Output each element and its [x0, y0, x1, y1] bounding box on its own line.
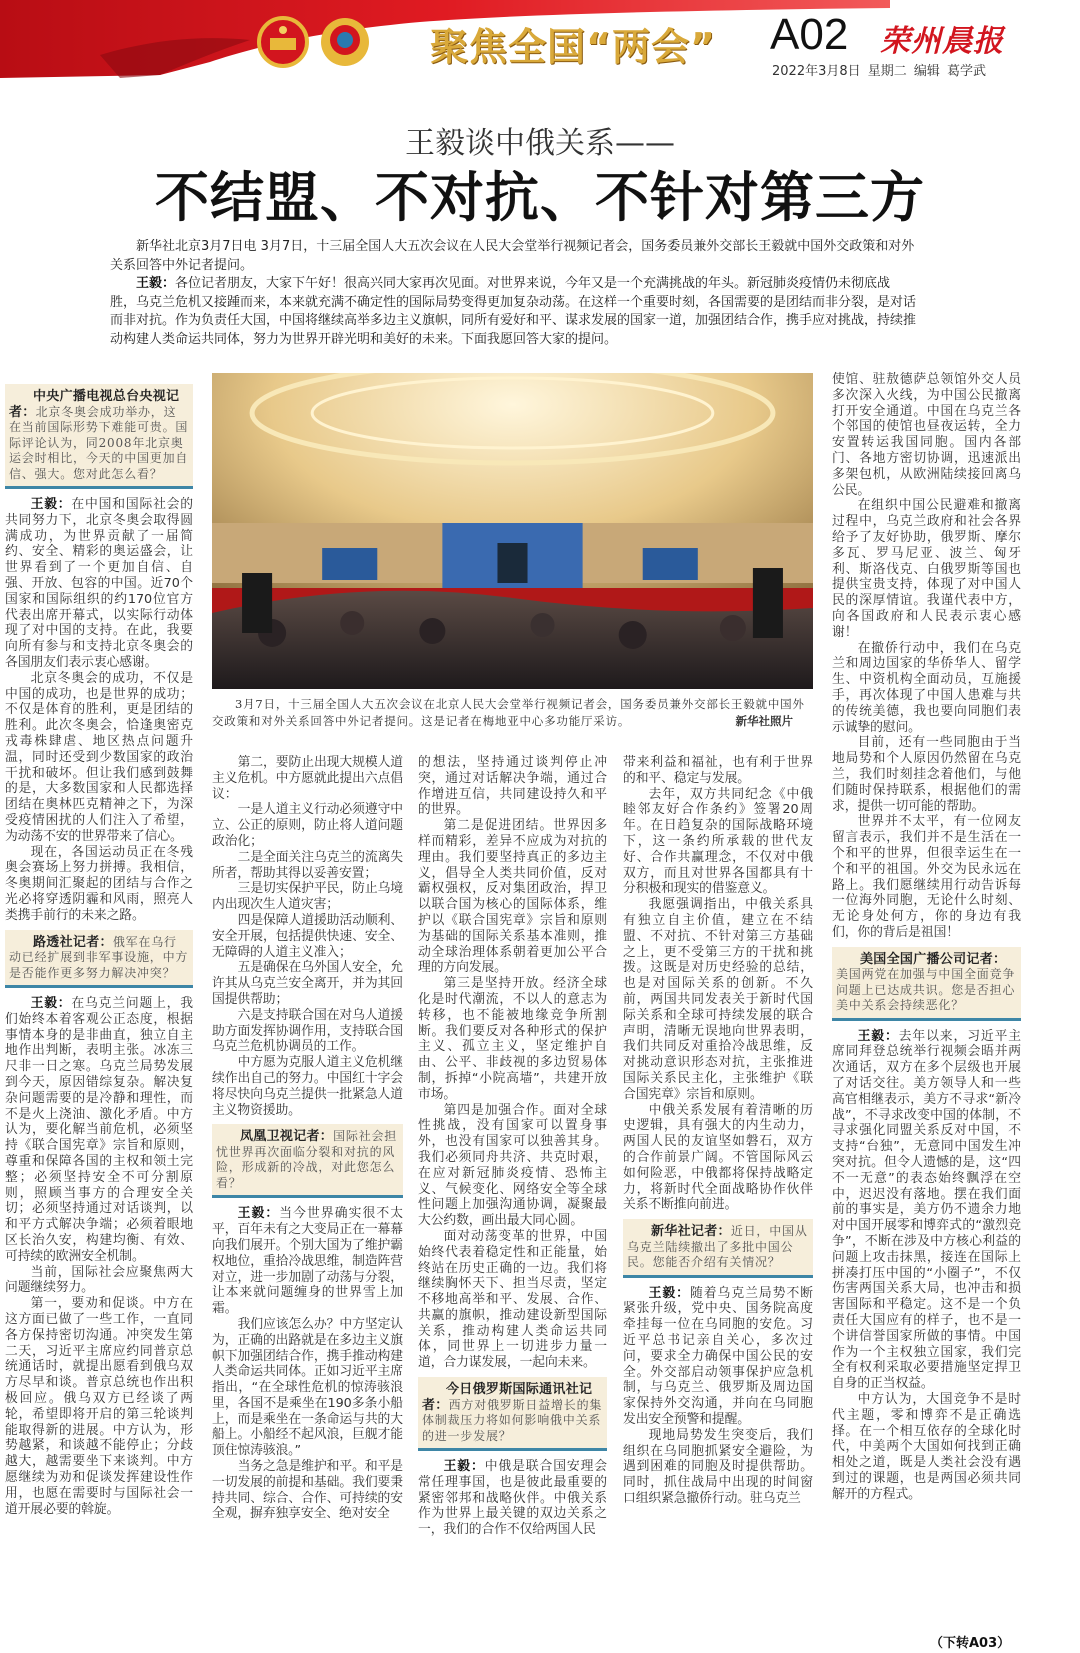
paragraph-text: 带来利益和福祉，也有利于世界的和平、稳定与发展。: [623, 755, 813, 786]
body-paragraph: [212, 850, 403, 882]
paragraph-text: 现在，各国运动员正在冬残奥会赛场上努力拼搏。我相信，冬奥期间汇聚起的团结与合作之光必将穿透阴霾和风雨，照亮人类携手前行的未来之路。: [5, 844, 193, 923]
paragraph-text: 在撤侨行动中，我们在乌克兰和周边国家的华侨华人、留学生、中资机构全面动员，互施援手，再次体现了中国人患难与共的传统美德，我也要向同胞们表示诚挚的慰问。: [832, 640, 1021, 735]
body-paragraph: [212, 755, 403, 802]
intro-text: 新华社北京3月7日电 3月7日，十三届全国人大五次会议在人民大会堂举行视频记者会，国务委员兼外交部长王毅就中国外交政策和对外关系回答中外记者提问。: [110, 239, 915, 273]
body-paragraph: [212, 960, 403, 1007]
body-paragraph: [212, 913, 403, 960]
speaker-label: 王毅：: [30, 497, 72, 512]
paper-logo: 荣州晨报: [880, 24, 1004, 59]
body-paragraph: [832, 735, 1021, 814]
speaker-label: 王毅：: [648, 1285, 690, 1301]
paragraph-text: 去年以来，习近平主席同拜登总统举行视频会晤并两次通话，双方在多个层级也开展了对话交往。美方领导人和一些高官相继表示，美方不寻求“新冷战”，不寻求改变中国的体制，不寻求强化同盟关系反对中国，不支持“台独”，无意同中国发生冲突对抗。但令人遗憾的是，这“四不一无意”的表态始终飘浮在空中，迟迟没有落地。摆在我们面前的事实是，美方仍不遗余力地对中国开展零和博弈式的“激烈竞争”，不断在涉及中方核心利益的问题上攻击抹黑，接连在国际上拼凑打压中国的“小圈子”，不仅伤害两国关系大局，也冲击和损害国际和平稳定。这不是一个负责任大国应有的样子，也不是一个讲信誉国家所做的事情。中国作为一个主权独立国家，我们完全有权利采取必要措施坚定捍卫自身的正当权益。: [832, 1028, 1021, 1392]
body-paragraph: [5, 996, 193, 1265]
reporter-name: 今日俄罗斯国际通讯社记者：: [422, 1382, 593, 1413]
paragraph-text: 第四是加强合作。面对全球性挑战，没有国家可以置身事外，也没有国家可以独善其身。我们必须同舟共济、共克时艰，在应对新冠肺炎疫情、恐怖主义、气候变化、网络安全等全球性问题上加强沟通协调，凝聚最大公约数，画出最大同心圆。: [418, 1102, 607, 1229]
body-paragraph: [5, 1296, 193, 1517]
body-paragraph: [5, 497, 193, 671]
body-paragraph: [832, 372, 1021, 498]
question-text: 国际社会担忧世界再次面临分裂和对抗的风险，形成新的冷战，对此您怎么看？: [216, 1129, 398, 1190]
body-paragraph: [212, 1459, 403, 1522]
paragraph-text: 去年，双方共同纪念《中俄睦邻友好合作条约》签署20周年。在日趋复杂的国际战略环境下，这一条约所承载的世代友好、合作共赢理念，不仅对中俄双方，而且对世界各国都具有十分积极和现实的借鉴意义。: [623, 786, 813, 897]
body-paragraph: [832, 814, 1021, 940]
press-conference-photo: [212, 373, 813, 689]
body-paragraph: [832, 641, 1021, 736]
question-text: 西方对俄罗斯日益增长的集体制裁压力将如何影响俄中关系的进一步发展？: [422, 1397, 603, 1443]
reporter-question: [212, 1124, 403, 1198]
question-text: 近日，中国从乌克兰陆续撤出了多批中国公民。您能否介绍有关情况？: [627, 1224, 808, 1270]
intro-text: 各位记者朋友，大家下午好！很高兴同大家再次见面。对世界来说，今年又是一个充满挑战的年头。新冠肺炎疫情仍未彻底战胜，乌克兰危机又接踵而来，本来就充满不确定性的国际局势变得更加复杂动荡。在这样一个重要时刻，各国需要的是团结而非分裂，是对话而非对抗。作为负责任大国，中国将继续高举多边主义旗帜，同所有爱好和平、谋求发展的国家一道，加强团结合作，携手应对挑战，持续推动构建人类命运共同体，努力为世界开辟光明和美好的未来。下面我愿回答大家的提问。: [110, 276, 917, 347]
column-3: [418, 755, 607, 1538]
body-paragraph: [212, 1008, 403, 1055]
body-paragraph: [623, 1428, 813, 1507]
column-5: [832, 372, 1021, 1503]
body-paragraph: [418, 1103, 607, 1229]
body-paragraph: [623, 755, 813, 787]
article-kicker: 王毅谈中俄关系——: [405, 126, 675, 161]
reporter-question: [832, 947, 1021, 1021]
question-text: 美国两党在加强与中国全面竞争问题上已达成共识。您是否担心美中关系会持续恶化？: [836, 967, 1016, 1013]
national-emblem-icon: [259, 18, 307, 66]
body-paragraph: [212, 881, 403, 913]
paragraph-text: 的想法，坚持通过谈判停止冲突，通过对话解决争端，通过合作增进互信，共同建设持久和平的世界。: [418, 755, 607, 818]
question-text: 俄军在乌行动已经扩展到非军事设施，中方是否能作更多努力解决冲突？: [9, 934, 189, 980]
paragraph-text: 面对动荡变革的世界，中国始终代表着稳定性和正能量，始终站在历史正确的一边。我们将继续胸怀天下、担当尽责，坚定不移地高举和平、发展、合作、共赢的旗帜，推动建设新型国际关系，推动构建人类命运共同体，同世界上一切进步力量一道，合力谋发展，一起向未来。: [418, 1228, 607, 1371]
article-headline: 不结盟、不对抗、不针对第三方: [155, 166, 925, 229]
paragraph-text: 世界并不太平，有一位网友留言表示，我们并不是生活在一个和平的世界，但很幸运生在一个和平的祖国。外交为民永远在路上。我们愿继续用行动告诉每一位海外同胞，无论什么时刻、无论身处何方，你的身边有我们，你的背后是祖国！: [832, 814, 1021, 940]
caption-text: 3月7日，十三届全国人大五次会议在北京人民大会堂举行视频记者会，国务委员兼外交部长王毅就中国外交政策和对外关系回答中外记者提问。这是记者在梅地亚中心多功能厅采访。: [212, 697, 805, 728]
body-paragraph: [212, 1317, 403, 1459]
reporter-name: 凤凰卫视记者：: [240, 1129, 334, 1145]
paragraph-text: 二是全面关注乌克兰的流离失所者，帮助其得以妥善安置；: [212, 849, 403, 881]
speaker-label: 王毅：: [136, 276, 176, 292]
body-paragraph: [212, 1055, 403, 1118]
intro-paragraph: [110, 238, 916, 275]
body-paragraph: [623, 1286, 813, 1428]
paragraph-text: 五是确保在乌外国人安全，允许其从乌克兰安全离开，并为其回国提供帮助；: [212, 960, 403, 1007]
body-paragraph: [832, 1029, 1021, 1392]
continued-notice: （下转A03）: [930, 1636, 1011, 1651]
dateline: 2022年3月8日 星期二 编辑 葛学武: [772, 64, 987, 79]
speaker-label: 王毅：: [443, 1459, 485, 1475]
paragraph-text: 第三是坚持开放。经济全球化是时代潮流，不以人的意志为转移，也不能被地缘竞争所割断。我们要反对各种形式的保护主义、孤立主义，坚定维护自由、公平、非歧视的多边贸易体制，拆掉“小院高墙”，共建开放市场。: [418, 976, 607, 1102]
column-1: [5, 378, 193, 1517]
paragraph-text: 目前，还有一些同胞由于当地局势和个人原因仍然留在乌克兰，我们时刻挂念着他们，与他们随时保持联系，根据他们的需求，提供一切可能的帮助。: [832, 735, 1021, 814]
body-paragraph: [418, 755, 607, 818]
paragraph-text: 中俄是联合国安理会常任理事国，也是彼此最重要的紧密邻邦和战略伙伴。中俄关系作为世界上最关键的双边关系之一，我们的合作不仅给两国人民: [418, 1459, 607, 1538]
paragraph-text: 现地局势发生突变后，我们组织在乌同胞抓紧安全避险，为遇到困难的同胞及时提供帮助。同时，抓住战局中出现的时间窗口组织紧急撤侨行动。驻乌克兰: [623, 1427, 813, 1506]
reporter-question: [623, 1219, 813, 1278]
cppcc-emblem-icon: [321, 18, 369, 66]
paragraph-text: 在中国和国际社会的共同努力下，北京冬奥会取得圆满成功，为世界贡献了一届简约、安全、精彩的奥运盛会，让世界看到了一个更加自信、自强、开放、包容的中国。近70个国家和国际组织的约170位官方代表出席开幕式，以实际行动体现了对中国的支持。在此，我要向所有参与和支持北京冬奥会的各国朋友们表示衷心感谢。: [5, 497, 193, 670]
reporter-name: 美国全国广播公司记者：: [860, 951, 1007, 967]
paragraph-text: 当务之急是维护和平。和平是一切发展的前提和基础。我们要秉持共同、综合、合作、可持续的安全观，摒弃独享安全、绝对安全: [212, 1459, 403, 1522]
photo-caption: [212, 696, 813, 730]
reporter-question: [5, 384, 193, 489]
paragraph-text: 中方愿为克服人道主义危机继续作出自己的努力。中国红十字会将尽快向乌克兰提供一批紧急人道主义物资援助。: [212, 1055, 403, 1118]
speaker-label: 王毅：: [857, 1028, 899, 1044]
body-paragraph: [5, 845, 193, 924]
paragraph-text: 一是人道主义行动必须遵守中立、公正的原则，防止将人道问题政治化；: [212, 802, 403, 849]
body-paragraph: [418, 818, 607, 976]
reporter-name: 新华社记者：: [651, 1224, 731, 1240]
reporter-name: 路透社记者：: [33, 934, 113, 950]
body-paragraph: [418, 976, 607, 1102]
body-paragraph: [832, 1392, 1021, 1503]
paragraph-text: 我愿强调指出，中俄关系具有独立自主价值，建立在不结盟、不对抗、不针对第三方基础之上，更不受第三方的干扰和挑拨。这既是对历史经验的总结，也是对国际关系的创新。不久前，两国共同发表关于新时代国际关系和全球可持续发展的联合声明，清晰无误地向世界表明，我们共同反对重拾冷战思维，反对挑动意识形态对抗，主张推进国际关系民主化，主张维护《联合国宪章》宗旨和原则。: [623, 897, 813, 1102]
reporter-question: [418, 1377, 607, 1451]
body-paragraph: [212, 1206, 403, 1317]
paragraph-text: 使馆、驻敖德萨总领馆外交人员多次深入火线，为中国公民撤离打开安全通道。中国在乌克兰各个邻国的使馆也昼夜运转，全力安置转运我国同胞。国内各部门、各地方密切协调，迅速派出多架包机，从欧洲陆续接回离乌公民。: [832, 372, 1021, 498]
reporter-name: 中央广播电视总台央视记者：: [9, 389, 180, 420]
paragraph-text: 我们应该怎么办？中方坚定认为，正确的出路就是在多边主义旗帜下加强团结合作，携手推动构建人类命运共同体。正如习近平主席指出，“在全球性危机的惊涛骇浪里，各国不是乘坐在190多条小船上，而是乘坐在一条命运与共的大船上。小船经不起风浪，巨舰才能顶住惊涛骇浪。”: [212, 1316, 403, 1459]
body-paragraph: [623, 1103, 813, 1214]
page-number: A02: [770, 10, 849, 59]
article-intro: [110, 238, 916, 350]
paragraph-text: 四是保障人道援助活动顺利、安全开展，包括提供快速、安全、无障碍的人道主义准入；: [212, 912, 403, 960]
column-2: [212, 755, 403, 1522]
paragraph-text: 中方认为，大国竞争不是时代主题，零和博弈不是正确选择。在一个相互依存的全球化时代，中美两个大国如何找到正确相处之道，既是人类社会没有遇到过的课题，也是两国必须共同解开的方程式。: [832, 1392, 1021, 1502]
paragraph-text: 当前，国际社会应聚焦两大问题继续努力。: [5, 1264, 193, 1296]
paragraph-text: 第一，要劝和促谈。中方在这方面已做了一些工作，一直同各方保持密切沟通。冲突发生第二天，习近平主席应约同普京总统通话时，就提出愿看到俄乌双方尽早和谈。普京总统也作出积极回应。俄乌双方已经谈了两轮，希望即将开启的第三轮谈判能取得新的进展。中方认为，形势越紧，和谈越不能停止；分歧越大，越需要坐下来谈判。中方愿继续为劝和促谈发挥建设性作用，也愿在需要时与国际社会一道开展必要的斡旋。: [5, 1296, 193, 1517]
paragraph-text: 当今世界确实很不太平，百年未有之大变局正在一幕幕向我们展开。个别大国为了维护霸权地位，重拾冷战思维，制造阵营对立，进一步加剧了动荡与分裂，让本来就问题缠身的世界雪上加霜。: [212, 1206, 403, 1317]
body-paragraph: [212, 802, 403, 849]
column-4: [623, 755, 813, 1507]
paragraph-text: 在乌克兰问题上，我们始终本着客观公正态度，根据事情本身的是非曲直，独立自主地作出判断，表明主张。冰冻三尺非一日之寒。乌克兰局势发展到今天，原因错综复杂。解决复杂问题需要的是冷静和理性，而不是火上浇油、激化矛盾。中方认为，要化解当前危机，必须坚持《联合国宪章》宗旨和原则，尊重和保障各国的主权和领土完整；必须坚持安全不可分割原则，照顾当事方的合理安全关切；必须坚持通过对话谈判，以和平方式解决争端；必须着眼地区长治久安，构建均衡、有效、可持续的欧洲安全机制。: [5, 996, 193, 1264]
body-paragraph: [418, 1459, 607, 1538]
body-paragraph: [832, 498, 1021, 640]
paragraph-text: 三是切实保护平民，防止乌境内出现次生人道灾害；: [212, 881, 403, 913]
section-title: 聚焦全国“两会”: [430, 25, 716, 69]
speaker-label: 王毅：: [237, 1206, 280, 1222]
paragraph-text: 中俄关系发展有着清晰的历史逻辑，具有强大的内生动力，两国人民的友谊坚如磐石，双方的合作前景广阔。不管国际风云如何险恶，中俄都将保持战略定力，将新时代全面战略协作伙伴关系不断推向前进。: [623, 1102, 813, 1213]
paragraph-text: 六是支持联合国在对乌人道援助方面发挥协调作用，支持联合国乌克兰危机协调员的工作。: [212, 1007, 403, 1055]
body-paragraph: [5, 1265, 193, 1297]
question-text: 北京冬奥会成功举办，这在当前国际形势下难能可贵。国际评论认为，同2008年北京奥运会时相比，今天的中国更加自信、强大。您对此怎么看？: [9, 404, 189, 481]
body-paragraph: [418, 1229, 607, 1371]
photo-credit: 新华社照片: [735, 714, 793, 728]
intro-paragraph: [110, 275, 916, 349]
body-paragraph: [623, 787, 813, 898]
paragraph-text: 在组织中国公民避难和撤离过程中，乌克兰政府和社会各界给予了友好协助，俄罗斯、摩尔多瓦、罗马尼亚、波兰、匈牙利、斯洛伐克、白俄罗斯等国也提供宝贵支持，体现了对中国人民的深厚情谊。我谨代表中方，向各国政府和人民表示衷心感谢！: [832, 498, 1021, 640]
reporter-question: [5, 930, 193, 989]
body-paragraph: [5, 671, 193, 845]
body-paragraph: [623, 897, 813, 1102]
speaker-label: 王毅：: [30, 996, 72, 1012]
paragraph-text: 第二是促进团结。世界因多样而精彩，差异不应成为对抗的理由。我们要坚持真正的多边主义，倡导全人类共同价值，反对霸权强权，反对集团政治，捍卫以联合国为核心的国际体系，维护以《联合国宪章》宗旨和原则为基础的国际关系基本准则，推动全球治理体系朝着更加公平合理的方向发展。: [418, 818, 607, 976]
paragraph-text: 随着乌克兰局势不断紧张升级，党中央、国务院高度牵挂每一位在乌同胞的安危。习近平总书记亲自关心，多次过问，要求全力确保中国公民的安全。外交部启动领事保护应急机制，与乌克兰、俄罗斯及周边国家保持外交沟通，并向在乌同胞发出安全预警和提醒。: [623, 1285, 813, 1427]
paragraph-text: 第二，要防止出现大规模人道主义危机。中方愿就此提出六点倡议：: [212, 755, 403, 802]
paragraph-text: 北京冬奥会的成功，不仅是中国的成功，也是世界的成功；不仅是体育的胜利，更是团结的胜利。此次冬奥会，恰逢奥密克戎毒株肆虐、地区热点问题升温，同时还受到少数国家的政治干扰和破坏。但让我们感到鼓舞的是，大多数国家和人民都选择团结在奥林匹克精神之下，为深受疫情困扰的人们注入了希望，为动荡不安的世界带来了信心。: [5, 670, 193, 844]
